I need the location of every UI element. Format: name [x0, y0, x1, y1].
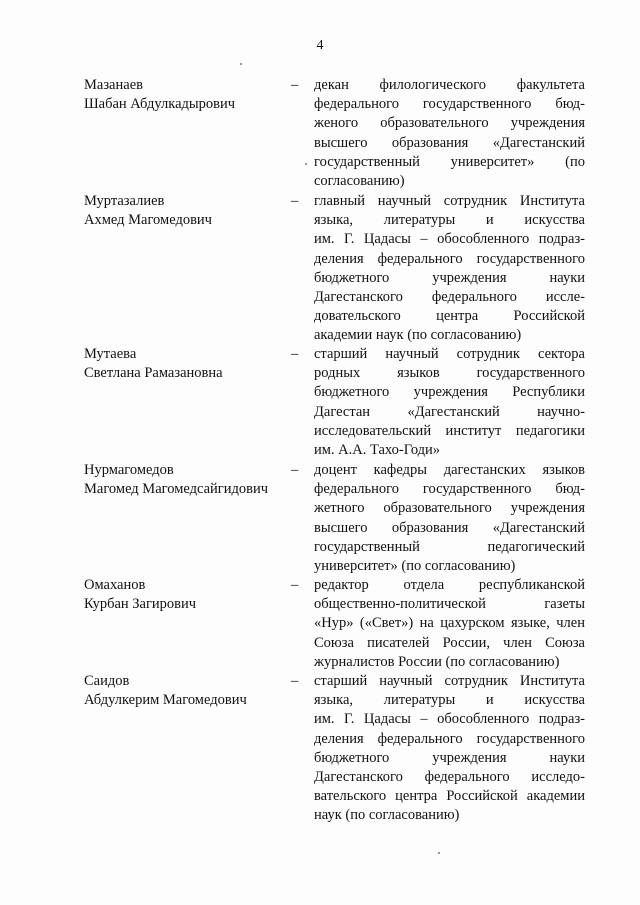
- description-line: Дагестанского федерального иссле-: [314, 289, 585, 306]
- person-name: [84, 672, 284, 710]
- person-given-names: Ахмед Магомедович: [84, 212, 212, 229]
- person-surname: Мазанаев: [84, 77, 143, 93]
- page-number: 4: [316, 38, 324, 53]
- description-line: бюджетного учреждения науки: [314, 749, 585, 766]
- person-name: [84, 76, 284, 114]
- description-line: старший научный сотрудник сектора: [314, 346, 585, 362]
- description-line: языка, литературы и искусства: [314, 212, 585, 229]
- description-line: высшего образования «Дагестанский: [314, 134, 585, 151]
- dash-separator: –: [291, 673, 299, 689]
- description-line: им. Г. Цадасы – обособленного подраз-: [314, 231, 585, 248]
- person-surname: Мутаева: [84, 346, 137, 362]
- description-line: «Нур» («Свет») на цахурском языке, член: [314, 615, 585, 632]
- scan-speck: [305, 163, 307, 165]
- description-line: согласованию): [314, 173, 405, 190]
- position-description: [314, 345, 585, 460]
- description-line: Дагестанского федерального исследо-: [314, 769, 585, 786]
- person-given-names: Курбан Загирович: [84, 596, 197, 613]
- description-line: языка, литературы и искусства: [314, 692, 585, 709]
- person-given-names: Абдулкерим Магомедович: [84, 692, 247, 709]
- person-name: [84, 461, 284, 499]
- position-description: [314, 576, 585, 672]
- description-line: государственный университет» (по: [314, 153, 585, 170]
- description-line: им. Г. Цадасы – обособленного подраз-: [314, 711, 585, 728]
- dash-separator: –: [291, 77, 299, 93]
- description-line: исследовательский институт педагогики: [314, 422, 585, 439]
- position-description: [314, 76, 585, 191]
- position-description: [314, 192, 585, 346]
- description-line: федерального государственного бюд-: [314, 96, 585, 113]
- description-line: общественно-политической газеты: [314, 596, 585, 613]
- position-description: [314, 461, 585, 576]
- description-line: им. А.А. Тахо-Годи»: [314, 442, 441, 459]
- description-line: деления федерального государственного: [314, 250, 585, 267]
- person-given-names: Светлана Рамазановна: [84, 365, 223, 382]
- description-line: Дагестан «Дагестанский научно-: [314, 403, 585, 420]
- dash-separator: –: [291, 462, 299, 478]
- person-given-names: Магомед Магомедсайгидович: [84, 481, 269, 498]
- person-surname: Нурмагомедов: [84, 462, 174, 478]
- description-line: старший научный сотрудник Института: [314, 673, 585, 689]
- description-line: наук (по согласованию): [314, 807, 460, 824]
- dash-separator: –: [291, 577, 299, 593]
- description-line: жетного образовательного учреждения: [314, 500, 585, 517]
- description-line: родных языков государственного: [314, 365, 585, 382]
- description-line: бюджетного учреждения Республики: [314, 384, 585, 401]
- description-line: академии наук (по согласованию): [314, 327, 522, 344]
- description-line: высшего образования «Дагестанский: [314, 519, 585, 536]
- description-line: вательского центра Российской академии: [314, 788, 585, 805]
- person-surname: Саидов: [84, 673, 130, 689]
- description-line: федерального государственного бюд-: [314, 481, 585, 498]
- description-line: журналистов России (по согласованию): [314, 653, 560, 670]
- dash-separator: –: [291, 346, 299, 362]
- dash-separator: –: [291, 193, 299, 209]
- description-line: декан филологического факультета: [314, 77, 585, 93]
- description-line: редактор отдела республиканской: [314, 577, 585, 593]
- scan-speck: [240, 63, 242, 65]
- description-line: университет» (по согласованию): [314, 558, 516, 575]
- description-line: деления федерального государственного: [314, 730, 585, 747]
- person-name: [84, 345, 284, 383]
- person-name: [84, 192, 284, 230]
- person-given-names: Шабан Абдулкадырович: [84, 96, 236, 113]
- description-line: женого образовательного учреждения: [314, 115, 585, 132]
- description-line: главный научный сотрудник Института: [314, 193, 585, 209]
- description-line: Союза писателей России, член Союза: [314, 634, 585, 651]
- person-surname: Омаханов: [84, 577, 146, 593]
- description-line: доцент кафедры дагестанских языков: [314, 462, 585, 478]
- description-line: государственный педагогический: [314, 538, 585, 555]
- person-name: [84, 576, 284, 614]
- person-surname: Муртазалиев: [84, 193, 165, 209]
- description-line: довательского центра Российской: [314, 308, 585, 325]
- description-line: бюджетного учреждения науки: [314, 269, 585, 286]
- position-description: [314, 672, 585, 826]
- scan-speck: [438, 852, 440, 854]
